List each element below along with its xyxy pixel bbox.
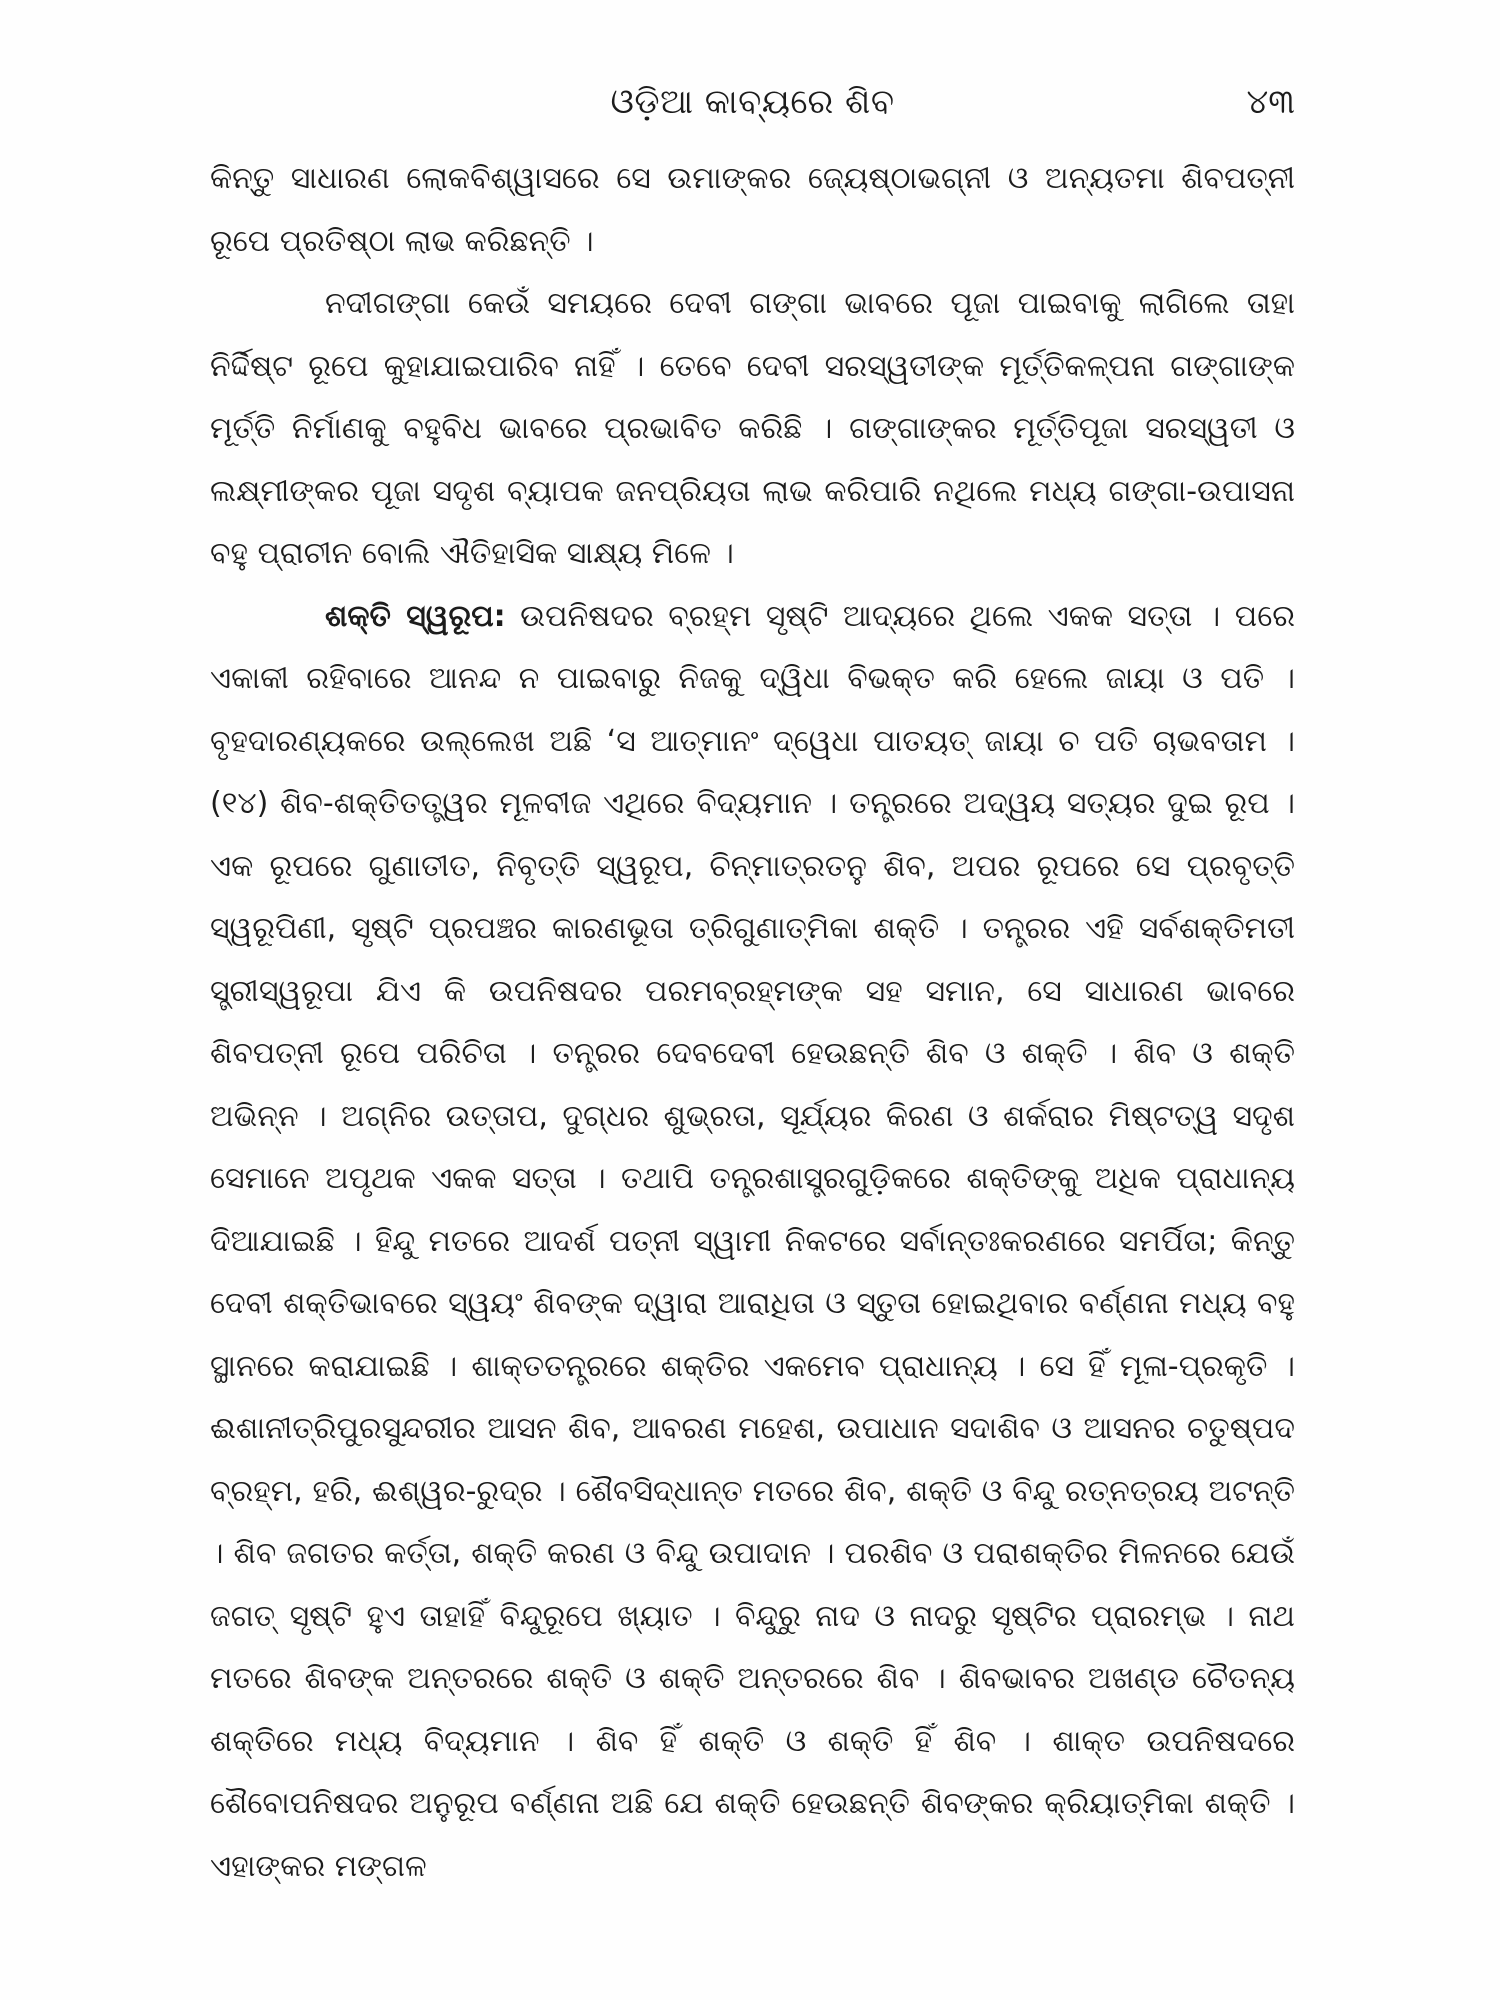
section-heading-shakti-swarupa: ଶକ୍ତି ସ୍ୱରୂପ: — [325, 598, 506, 634]
paragraph-shakti-swarupa — [210, 586, 1295, 1899]
running-header — [210, 72, 1295, 132]
paragraph-ganga: ନଦୀଗଙ୍ଗା କେଉଁ ସମୟରେ ଦେବୀ ଗଙ୍ଗା ଭାବରେ ପୂଜା ପାଇବାକୁ ଲାଗିଲେ ତାହା ନିର୍ଦ୍ଦିଷ୍ଟ ରୂପେ କୁହାଯାଇପାରିବ ନାହିଁ । ତେବେ ଦେବୀ ସରସ୍ୱତୀଙ୍କ ମୂର୍ତ୍ତିକଳ୍ପନା ଗଙ୍ଗାଙ୍କ ମୂର୍ତ୍ତି ନିର୍ମାଣକୁ ବହୁବିଧ ଭାବରେ ପ୍ରଭାବିତ କରିଛି । ଗଙ୍ଗାଙ୍କର ମୂର୍ତ୍ତିପୂଜା ସରସ୍ୱତୀ ଓ ଲକ୍ଷ୍ମୀଙ୍କର ପୂଜା ସଦୃଶ ବ୍ୟାପକ ଜନପ୍ରିୟତା ଲାଭ କରିପାରି ନଥିଲେ ମଧ୍ୟ ଗଙ୍ଗା-ଉପାସନା ବହୁ ପ୍ରାଚୀନ ବୋଲି ଐତିହାସିକ ସାକ୍ଷ୍ୟ ମିଳେ । — [210, 286, 1295, 571]
page-number: ୪୩ — [1246, 82, 1295, 122]
body-text — [210, 148, 1295, 1898]
paragraph-continuation: କିନ୍ତୁ ସାଧାରଣ ଲୋକବିଶ୍ୱାସରେ ସେ ଉମାଙ୍କର ଜ୍ୟେଷ୍ଠାଭଗ୍ନୀ ଓ ଅନ୍ୟତମା ଶିବପତ୍ନୀ ରୂପେ ପ୍ରତିଷ୍ଠା ଲାଭ କରିଛନ୍ତି । — [210, 161, 1295, 259]
running-title: ଓଡ଼ିଆ କାବ୍ୟରେ ଶିବ — [610, 82, 895, 122]
paragraph-shakti-text: ଉପନିଷଦର ବ୍ରହ୍ମ ସୃଷ୍ଟି ଆଦ୍ୟରେ ଥିଲେ ଏକକ ସତ୍ତା । ପରେ ଏକାକୀ ରହିବାରେ ଆନନ୍ଦ ନ ପାଇବାରୁ ନିଜକୁ ଦ୍ୱିଧା ବିଭକ୍ତ କରି ହେଲେ ଜାୟା ଓ ପତି । ବୃହଦାରଣ୍ୟକରେ ଉଲ୍ଲେଖ ଅଛି ‘ସ ଆତ୍ମାନଂ ଦ୍ୱେଧା ପାତୟତ୍ ଜାୟା ଚ ପତି ଚାଭବତାମ । (୧୪) ଶିବ-ଶକ୍ତିତତ୍ତ୍ୱର ମୂଳବୀଜ ଏଥିରେ ବିଦ୍ୟମାନ । ତନ୍ତ୍ରରେ ଅଦ୍ୱୟ ସତ୍ୟର ଦୁଇ ରୂପ । ଏକ ରୂପରେ ଗୁଣାତୀତ, ନିବୃତ୍ତି ସ୍ୱରୂପ, ଚିନ୍ମାତ୍ରତନୁ ଶିବ, ଅପର ରୂପରେ ସେ ପ୍ରବୃତ୍ତି ସ୍ୱରୂପିଣୀ, ସୃଷ୍ଟି ପ୍ରପଞ୍ଚର କାରଣଭୂତା ତ୍ରିଗୁଣାତ୍ମିକା ଶକ୍ତି । ତନ୍ତ୍ରର ଏହି ସର୍ବଶକ୍ତିମତୀ ସ୍ତ୍ରୀସ୍ୱରୂପା ଯିଏ କି ଉପନିଷଦର ପରମବ୍ରହ୍ମଙ୍କ ସହ ସମାନ, ସେ ସାଧାରଣ ଭାବରେ ଶିବପତ୍ନୀ ରୂପେ ପରିଚିତା । ତନ୍ତ୍ରର ଦେବଦେବୀ ହେଉଛନ୍ତି ଶିବ ଓ ଶକ୍ତି । ଶିବ ଓ ଶକ୍ତି ଅଭିନ୍ନ । ଅଗ୍ନିର ଉତ୍ତାପ, ଦୁଗ୍ଧର ଶୁଭ୍ରତା, ସୂର୍ଯ୍ୟର କିରଣ ଓ ଶର୍କରାର ମିଷ୍ଟତ୍ୱ ସଦୃଶ ସେମାନେ ଅପୃଥକ ଏକକ ସତ୍ତା । ତଥାପି ତନ୍ତ୍ରଶାସ୍ତ୍ରଗୁଡ଼ିକରେ ଶକ୍ତିଙ୍କୁ ଅଧିକ ପ୍ରାଧାନ୍ୟ ଦିଆଯାଇଛି । ହିନ୍ଦୁ ମତରେ ଆଦର୍ଶ ପତ୍ନୀ ସ୍ୱାମୀ ନିକଟରେ ସର୍ବାନ୍ତଃକରଣରେ ସମର୍ପିତା; କିନ୍ତୁ ଦେବୀ ଶକ୍ତିଭାବରେ ସ୍ୱୟଂ ଶିବଙ୍କ ଦ୍ୱାରା ଆରାଧିତା ଓ ସ୍ତୁତା ହୋଇଥିବାର ବର୍ଣ୍ଣନା ମଧ୍ୟ ବହୁ ସ୍ଥାନରେ କରାଯାଇଛି । ଶାକ୍ତତନ୍ତ୍ରରେ ଶକ୍ତିର ଏକମେବ ପ୍ରାଧାନ୍ୟ । ସେ ହିଁ ମୂଳା-ପ୍ରକୃତି । ଈଶାନୀତ୍ରିପୁରସୁନ୍ଦରୀର ଆସନ ଶିବ, ଆବରଣ ମହେଶ, ଉପାଧାନ ସଦାଶିବ ଓ ଆସନର ଚତୁଷ୍ପଦ ବ୍ରହ୍ମ, ହରି, ଈଶ୍ୱର-ରୁଦ୍ର । ଶୈବସିଦ୍ଧାନ୍ତ ମତରେ ଶିବ, ଶକ୍ତି ଓ ବିନ୍ଦୁ ରତ୍ନତ୍ରୟ ଅଟନ୍ତି । ଶିବ ଜଗତର କର୍ତ୍ତା, ଶକ୍ତି କରଣ ଓ ବିନ୍ଦୁ ଉପାଦାନ । ପରଶିବ ଓ ପରାଶକ୍ତିର ମିଳନରେ ଯେଉଁ ଜଗତ୍ ସୃଷ୍ଟି ହୁଏ ତାହାହିଁ ବିନ୍ଦୁରୂପେ ଖ୍ୟାତ । ବିନ୍ଦୁରୁ ନାଦ ଓ ନାଦରୁ ସୃଷ୍ଟିର ପ୍ରାରମ୍ଭ । ନାଥ ମତରେ ଶିବଙ୍କ ଅନ୍ତରରେ ଶକ୍ତି ଓ ଶକ୍ତି ଅନ୍ତରରେ ଶିବ । ଶିବଭାବର ଅଖଣ୍ଡ ଚୈତନ୍ୟ ଶକ୍ତିରେ ମଧ୍ୟ ବିଦ୍ୟମାନ । ଶିବ ହିଁ ଶକ୍ତି ଓ ଶକ୍ତି ହିଁ ଶିବ । ଶାକ୍ତ ଉପନିଷଦରେ ଶୈବୋପନିଷଦର ଅନୁରୂପ ବର୍ଣ୍ଣନା ଅଛି ଯେ ଶକ୍ତି ହେଉଛନ୍ତି ଶିବଙ୍କର କ୍ରିୟାତ୍ମିକା ଶକ୍ତି । ଏହାଙ୍କର ମଙ୍ଗଳ — [210, 598, 1295, 1884]
